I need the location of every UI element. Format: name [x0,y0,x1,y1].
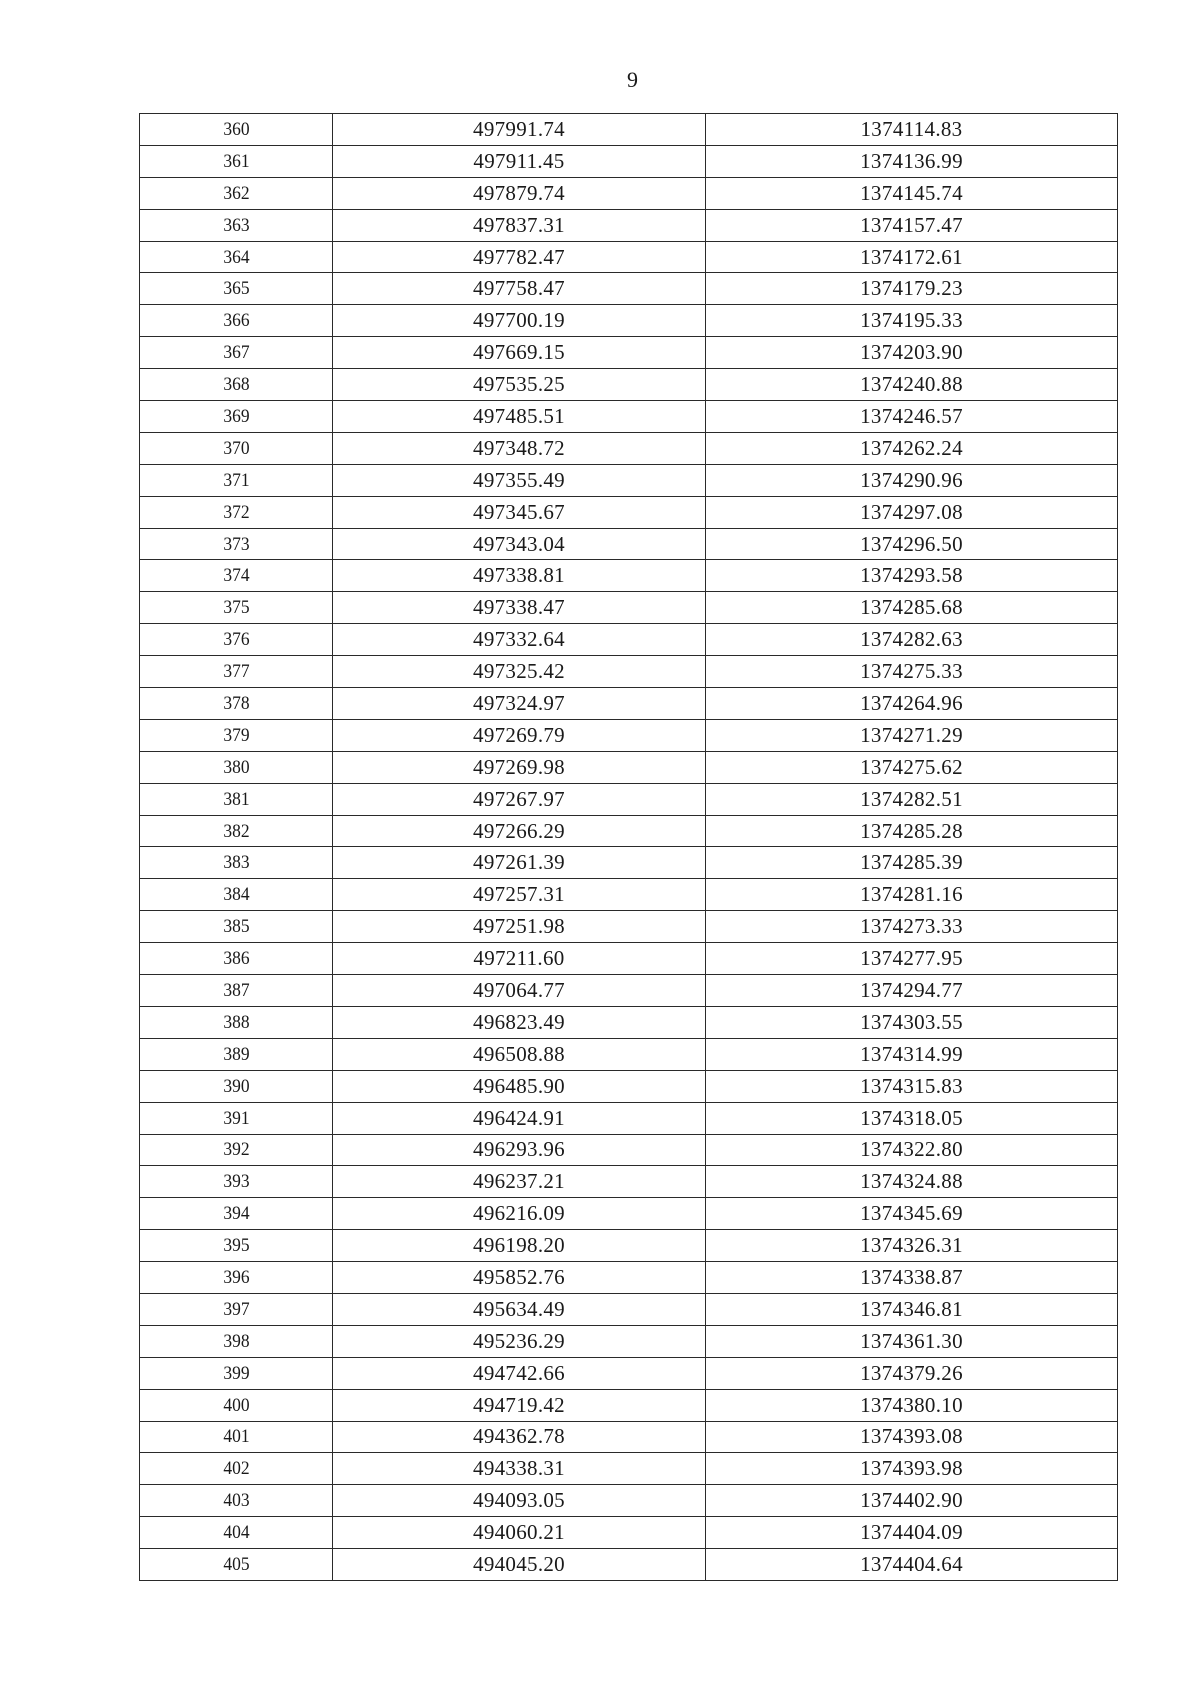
y-coordinate-cell: 1374114.83 [706,114,1118,146]
table-row [140,177,1118,209]
x-coordinate-cell: 496508.88 [333,1038,706,1070]
point-number-cell: 368 [147,369,325,401]
y-coordinate-cell: 1374145.74 [706,177,1118,209]
y-coordinate-cell: 1374285.28 [706,815,1118,847]
x-coordinate-cell: 497782.47 [333,241,706,273]
y-coordinate-cell: 1374262.24 [706,432,1118,464]
y-coordinate-cell: 1374379.26 [706,1357,1118,1389]
y-coordinate-cell: 1374393.08 [706,1421,1118,1453]
table-row [140,592,1118,624]
x-coordinate-cell: 497269.98 [333,751,706,783]
table-row [140,241,1118,273]
x-coordinate-cell: 497669.15 [333,337,706,369]
x-coordinate-cell: 497348.72 [333,432,706,464]
y-coordinate-cell: 1374195.33 [706,305,1118,337]
point-number-cell: 361 [147,145,325,177]
table-row [140,1389,1118,1421]
x-coordinate-cell: 497211.60 [333,943,706,975]
point-number-cell: 402 [147,1453,325,1485]
y-coordinate-cell: 1374172.61 [706,241,1118,273]
x-coordinate-cell: 497338.81 [333,560,706,592]
y-coordinate-cell: 1374402.90 [706,1485,1118,1517]
x-coordinate-cell: 495634.49 [333,1293,706,1325]
table-row [140,911,1118,943]
y-coordinate-cell: 1374277.95 [706,943,1118,975]
page-number: 9 [627,67,638,92]
table-row [140,1166,1118,1198]
point-number-cell: 403 [147,1485,325,1517]
point-number-cell: 369 [147,401,325,433]
point-number-cell: 382 [147,815,325,847]
point-number-cell: 375 [147,592,325,624]
point-number-cell: 388 [147,1006,325,1038]
y-coordinate-cell: 1374404.64 [706,1549,1118,1581]
table-row [140,1517,1118,1549]
table-row [140,1262,1118,1294]
x-coordinate-cell: 494338.31 [333,1453,706,1485]
x-coordinate-cell: 497879.74 [333,177,706,209]
y-coordinate-cell: 1374324.88 [706,1166,1118,1198]
point-number-cell: 395 [147,1230,325,1262]
point-number-cell: 370 [147,432,325,464]
point-number-cell: 371 [147,464,325,496]
y-coordinate-cell: 1374296.50 [706,528,1118,560]
table-row [140,1230,1118,1262]
point-number-cell: 389 [147,1038,325,1070]
point-number-cell: 399 [147,1357,325,1389]
x-coordinate-cell: 494045.20 [333,1549,706,1581]
table-row [140,1549,1118,1581]
y-coordinate-cell: 1374264.96 [706,688,1118,720]
y-coordinate-cell: 1374380.10 [706,1389,1118,1421]
point-number-cell: 380 [147,751,325,783]
x-coordinate-cell: 496293.96 [333,1134,706,1166]
table-row [140,879,1118,911]
point-number-cell: 394 [147,1198,325,1230]
y-coordinate-cell: 1374240.88 [706,369,1118,401]
y-coordinate-cell: 1374345.69 [706,1198,1118,1230]
point-number-cell: 392 [147,1134,325,1166]
table-row [140,1485,1118,1517]
y-coordinate-cell: 1374246.57 [706,401,1118,433]
x-coordinate-cell: 494719.42 [333,1389,706,1421]
y-coordinate-cell: 1374282.63 [706,624,1118,656]
point-number-cell: 373 [147,528,325,560]
y-coordinate-cell: 1374346.81 [706,1293,1118,1325]
coordinates-table-body [140,114,1118,1581]
point-number-cell: 384 [147,879,325,911]
y-coordinate-cell: 1374271.29 [706,719,1118,751]
x-coordinate-cell: 494742.66 [333,1357,706,1389]
table-row [140,114,1118,146]
y-coordinate-cell: 1374303.55 [706,1006,1118,1038]
x-coordinate-cell: 495236.29 [333,1325,706,1357]
x-coordinate-cell: 497345.67 [333,496,706,528]
y-coordinate-cell: 1374294.77 [706,975,1118,1007]
point-number-cell: 363 [147,209,325,241]
y-coordinate-cell: 1374273.33 [706,911,1118,943]
x-coordinate-cell: 497535.25 [333,369,706,401]
point-number-cell: 390 [147,1070,325,1102]
x-coordinate-cell: 494093.05 [333,1485,706,1517]
table-row [140,1006,1118,1038]
point-number-cell: 379 [147,719,325,751]
coordinates-table [139,113,1118,1581]
table-row [140,1453,1118,1485]
y-coordinate-cell: 1374282.51 [706,783,1118,815]
point-number-cell: 397 [147,1293,325,1325]
point-number-cell: 386 [147,943,325,975]
x-coordinate-cell: 497485.51 [333,401,706,433]
y-coordinate-cell: 1374285.39 [706,847,1118,879]
point-number-cell: 400 [147,1389,325,1421]
y-coordinate-cell: 1374393.98 [706,1453,1118,1485]
table-row [140,1293,1118,1325]
table-row [140,145,1118,177]
y-coordinate-cell: 1374179.23 [706,273,1118,305]
y-coordinate-cell: 1374281.16 [706,879,1118,911]
x-coordinate-cell: 497332.64 [333,624,706,656]
x-coordinate-cell: 497257.31 [333,879,706,911]
table-row [140,1134,1118,1166]
point-number-cell: 396 [147,1262,325,1294]
table-row [140,943,1118,975]
point-number-cell: 385 [147,911,325,943]
x-coordinate-cell: 497267.97 [333,783,706,815]
x-coordinate-cell: 497343.04 [333,528,706,560]
point-number-cell: 383 [147,847,325,879]
table-row [140,337,1118,369]
y-coordinate-cell: 1374285.68 [706,592,1118,624]
y-coordinate-cell: 1374290.96 [706,464,1118,496]
x-coordinate-cell: 496823.49 [333,1006,706,1038]
table-row [140,1102,1118,1134]
x-coordinate-cell: 496198.20 [333,1230,706,1262]
table-row [140,719,1118,751]
y-coordinate-cell: 1374361.30 [706,1325,1118,1357]
table-row [140,1357,1118,1389]
point-number-cell: 398 [147,1325,325,1357]
table-row [140,688,1118,720]
x-coordinate-cell: 497261.39 [333,847,706,879]
x-coordinate-cell: 494060.21 [333,1517,706,1549]
table-row [140,273,1118,305]
x-coordinate-cell: 497758.47 [333,273,706,305]
table-row [140,496,1118,528]
x-coordinate-cell: 497911.45 [333,145,706,177]
x-coordinate-cell: 497991.74 [333,114,706,146]
table-row [140,528,1118,560]
table-row [140,847,1118,879]
point-number-cell: 366 [147,305,325,337]
table-row [140,624,1118,656]
point-number-cell: 378 [147,688,325,720]
y-coordinate-cell: 1374297.08 [706,496,1118,528]
table-row [140,1198,1118,1230]
x-coordinate-cell: 496237.21 [333,1166,706,1198]
table-row [140,369,1118,401]
y-coordinate-cell: 1374338.87 [706,1262,1118,1294]
point-number-cell: 401 [147,1421,325,1453]
y-coordinate-cell: 1374318.05 [706,1102,1118,1134]
point-number-cell: 377 [147,656,325,688]
point-number-cell: 365 [147,273,325,305]
table-row [140,432,1118,464]
table-row [140,815,1118,847]
table-row [140,560,1118,592]
y-coordinate-cell: 1374157.47 [706,209,1118,241]
point-number-cell: 404 [147,1517,325,1549]
y-coordinate-cell: 1374275.33 [706,656,1118,688]
x-coordinate-cell: 497338.47 [333,592,706,624]
table-row [140,401,1118,433]
x-coordinate-cell: 497266.29 [333,815,706,847]
y-coordinate-cell: 1374326.31 [706,1230,1118,1262]
table-row [140,751,1118,783]
x-coordinate-cell: 497269.79 [333,719,706,751]
table-row [140,1038,1118,1070]
point-number-cell: 367 [147,337,325,369]
x-coordinate-cell: 496424.91 [333,1102,706,1134]
table-row [140,975,1118,1007]
x-coordinate-cell: 497251.98 [333,911,706,943]
x-coordinate-cell: 495852.76 [333,1262,706,1294]
point-number-cell: 381 [147,783,325,815]
table-row [140,1325,1118,1357]
y-coordinate-cell: 1374315.83 [706,1070,1118,1102]
table-row [140,305,1118,337]
point-number-cell: 391 [147,1102,325,1134]
x-coordinate-cell: 497355.49 [333,464,706,496]
y-coordinate-cell: 1374293.58 [706,560,1118,592]
y-coordinate-cell: 1374136.99 [706,145,1118,177]
x-coordinate-cell: 497325.42 [333,656,706,688]
point-number-cell: 374 [147,560,325,592]
point-number-cell: 360 [147,114,325,146]
point-number-cell: 393 [147,1166,325,1198]
y-coordinate-cell: 1374404.09 [706,1517,1118,1549]
table-row [140,783,1118,815]
table-row [140,209,1118,241]
x-coordinate-cell: 497700.19 [333,305,706,337]
point-number-cell: 405 [147,1549,325,1581]
x-coordinate-cell: 496216.09 [333,1198,706,1230]
point-number-cell: 372 [147,496,325,528]
x-coordinate-cell: 497064.77 [333,975,706,1007]
x-coordinate-cell: 496485.90 [333,1070,706,1102]
y-coordinate-cell: 1374322.80 [706,1134,1118,1166]
point-number-cell: 364 [147,241,325,273]
x-coordinate-cell: 497324.97 [333,688,706,720]
x-coordinate-cell: 497837.31 [333,209,706,241]
table-row [140,1421,1118,1453]
point-number-cell: 376 [147,624,325,656]
point-number-cell: 387 [147,975,325,1007]
point-number-cell: 362 [147,177,325,209]
table-row [140,656,1118,688]
table-row [140,464,1118,496]
table-row [140,1070,1118,1102]
y-coordinate-cell: 1374275.62 [706,751,1118,783]
y-coordinate-cell: 1374314.99 [706,1038,1118,1070]
x-coordinate-cell: 494362.78 [333,1421,706,1453]
y-coordinate-cell: 1374203.90 [706,337,1118,369]
